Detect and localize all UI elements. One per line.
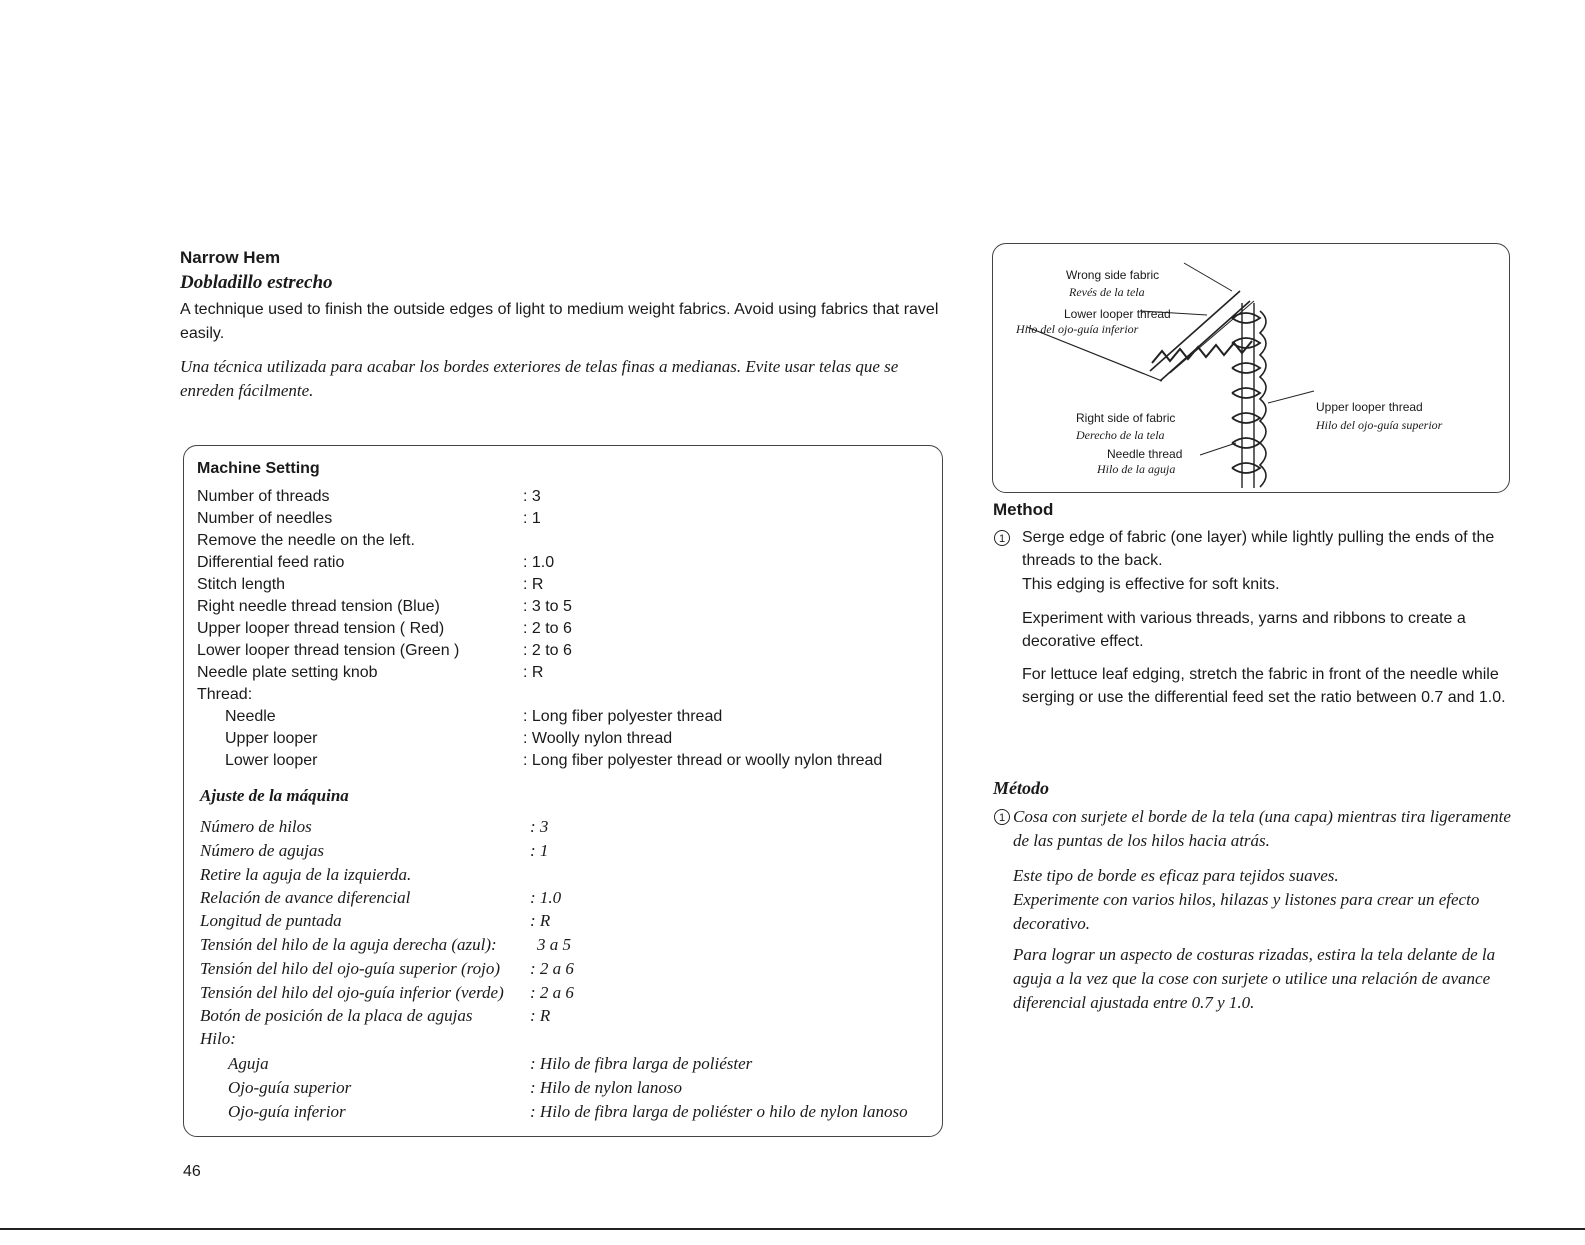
label-lower-looper: Lower looper thread (1064, 307, 1171, 321)
label-lower-looper-es: Hilo del ojo-guía inferior (1016, 322, 1139, 336)
setting-label: Needle (225, 708, 276, 725)
method-note-3: For lettuce leaf edging, stretch the fabric in front of the needle while serging or use the differential feed set the ratio between 0.7 and 1.0. (1022, 666, 1506, 706)
metodo-step-1: Cosa con surjete el borde de la tela (una capa) mientras tira ligeramente de las puntas de los hilos hacia atrás. (1013, 807, 1511, 850)
label-wrong-side-es: Revés de la tela (1069, 285, 1145, 299)
ajuste-label: Tensión del hilo del ojo-guía inferior (verde) (200, 983, 504, 1002)
ajuste-label: Relación de avance diferencial (200, 888, 411, 907)
ajuste-label: Tensión del hilo de la aguja derecha (azul): (200, 935, 497, 954)
setting-row (197, 508, 937, 530)
setting-row (197, 530, 937, 552)
ajuste-value: : Hilo de fibra larga de poliéster (530, 1054, 753, 1073)
setting-row (197, 750, 937, 772)
setting-label: Upper looper thread tension ( Red) (197, 620, 445, 637)
ajuste-label: Retire la aguja de la izquierda. (200, 865, 412, 884)
setting-row (197, 684, 937, 706)
ajuste-label: Hilo: (200, 1029, 236, 1048)
ajuste-value: : R (530, 911, 551, 930)
ajuste-row (200, 1076, 940, 1100)
setting-label: Right needle thread tension (Blue) (197, 598, 440, 615)
setting-row (197, 706, 937, 728)
setting-label: Upper looper (225, 730, 318, 747)
setting-value: : Long fiber polyester thread or woolly nylon thread (523, 752, 883, 769)
setting-label: Needle plate setting knob (197, 664, 378, 681)
label-upper-looper-es: Hilo del ojo-guía superior (1316, 418, 1443, 432)
setting-label: Number of threads (197, 488, 330, 505)
setting-row (197, 640, 937, 662)
method-note-2: Experiment with various threads, yarns and ribbons to create a decorative effect. (1022, 610, 1466, 650)
ajuste-label: Aguja (228, 1054, 269, 1073)
ajuste-label: Número de agujas (200, 841, 325, 860)
ajuste-value: : R (530, 1006, 551, 1025)
setting-value: : 3 (523, 488, 541, 505)
label-wrong-side: Wrong side fabric (1066, 268, 1160, 282)
setting-value: : Woolly nylon thread (523, 730, 673, 747)
ajuste-row (200, 933, 940, 957)
setting-label: Stitch length (197, 576, 286, 593)
step-one-marker: 1 (994, 530, 1010, 546)
ajuste-row (200, 863, 940, 887)
machine-setting-title: Machine Setting (197, 460, 320, 477)
setting-row (197, 552, 937, 574)
intro-text: A technique used to finish the outside edges of light to medium weight fabrics. Avoid using fabrics that ravel easily. (180, 301, 939, 342)
setting-label: Differential feed ratio (197, 554, 345, 571)
ajuste-row (200, 1100, 940, 1124)
setting-label: Thread: (197, 686, 253, 703)
page-number: 46 (183, 1163, 201, 1180)
ajuste-value: : 2 a 6 (530, 983, 574, 1002)
metodo-title: Método (993, 778, 1049, 798)
ajuste-label: Botón de posición de la placa de agujas (200, 1006, 473, 1025)
setting-value: : R (523, 576, 544, 593)
label-upper-looper: Upper looper thread (1316, 400, 1423, 414)
ajuste-label: Tensión del hilo del ojo-guía superior (rojo) (200, 959, 501, 978)
setting-label: Lower looper (225, 752, 318, 769)
ajuste-label: Ojo-guía superior (228, 1078, 352, 1097)
setting-value: : 1.0 (523, 554, 555, 571)
ajuste-row (200, 1052, 940, 1076)
ajuste-row (200, 909, 940, 933)
ajuste-row (200, 1004, 940, 1028)
ajuste-row (200, 839, 940, 863)
setting-value: : Long fiber polyester thread (523, 708, 723, 725)
metodo-note-3: Para lograr un aspecto de costuras rizadas, estira la tela delante de la aguja a la vez que la cose con surjete o utilice una relación de avance diferencial ajustada entre 0.7 y 1.0. (1013, 945, 1496, 1012)
setting-row (197, 574, 937, 596)
method-note-1: This edging is effective for soft knits. (1022, 576, 1280, 593)
label-needle-thread-es: Hilo de la aguja (1097, 462, 1176, 476)
ajuste-value: : 1.0 (530, 888, 562, 907)
setting-label: Number of needles (197, 510, 333, 527)
metodo-note-2: Experimente con varios hilos, hilazas y listones para crear un efecto decorativo. (1013, 890, 1480, 933)
ajuste-value: : 1 (530, 841, 549, 860)
setting-value: : 1 (523, 510, 541, 527)
ajuste-value: 3 a 5 (537, 935, 571, 954)
setting-row (197, 486, 937, 508)
intro-text-spanish: Una técnica utilizada para acabar los bordes exteriores de telas finas a medianas. Evite usar telas que se enreden fácilmente. (180, 357, 899, 400)
section-title-spanish: Dobladillo estrecho (180, 272, 333, 293)
ajuste-title: Ajuste de la máquina (200, 786, 349, 805)
metodo-note-1: Este tipo de borde es eficaz para tejidos suaves. (1013, 866, 1339, 885)
setting-label: Lower looper thread tension (Green ) (197, 642, 460, 659)
label-right-side-es: Derecho de la tela (1076, 428, 1165, 442)
setting-value: : 2 to 6 (523, 642, 572, 659)
setting-value: : 3 to 5 (523, 598, 572, 615)
ajuste-row (200, 981, 940, 1005)
setting-label: Remove the needle on the left. (197, 532, 415, 549)
setting-row (197, 618, 937, 640)
ajuste-row (200, 815, 940, 839)
ajuste-value: : 2 a 6 (530, 959, 574, 978)
setting-row (197, 662, 937, 684)
ajuste-value: : 3 (530, 817, 549, 836)
ajuste-label: Longitud de puntada (200, 911, 342, 930)
label-needle-thread: Needle thread (1107, 447, 1183, 461)
ajuste-value: : Hilo de fibra larga de poliéster o hilo de nylon lanoso (530, 1102, 908, 1121)
ajuste-row (200, 886, 940, 910)
setting-value: : R (523, 664, 544, 681)
section-title: Narrow Hem (180, 248, 281, 267)
ajuste-value: : Hilo de nylon lanoso (530, 1078, 683, 1097)
method-step-1: Serge edge of fabric (one layer) while lightly pulling the ends of the threads to the back. (1022, 529, 1495, 569)
bottom-rule (0, 1228, 1585, 1230)
setting-row (197, 596, 937, 618)
setting-value: : 2 to 6 (523, 620, 572, 637)
ajuste-label: Número de hilos (200, 817, 312, 836)
setting-row (197, 728, 937, 750)
ajuste-label: Ojo-guía inferior (228, 1102, 346, 1121)
label-right-side: Right side of fabric (1076, 411, 1176, 425)
ajuste-row (200, 957, 940, 981)
ajuste-row (200, 1027, 940, 1051)
step-one-marker-es: 1 (994, 809, 1010, 825)
method-title: Method (993, 500, 1054, 519)
